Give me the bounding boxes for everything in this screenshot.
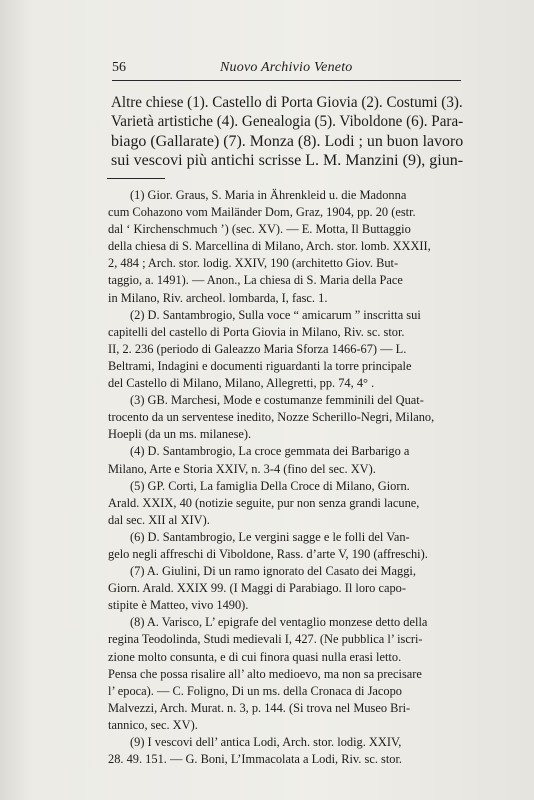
footnote-line: (7) A. Giulini, Di un ramo ignorato del Casato dei Maggi,: [130, 564, 416, 579]
footnote-line: (9) I vescovi dell’ antica Lodi, Arch. stor. lodig. XXIV,: [130, 735, 402, 749]
footnote-line: Beltrami, Indagini e documenti riguardanti la torre principale: [108, 358, 412, 373]
footnote-line: Arald. XXIX, 40 (notizie seguite, pur non senza grandi lacune,: [108, 495, 420, 510]
body-line: Altre chiese (1). Castello di Porta Giovia (2). Costumi (3).: [111, 93, 463, 111]
running-title: Nuovo Archivio Veneto: [220, 60, 353, 75]
footnote-line: 2, 484 ; Arch. stor. lodig. XXIV, 190 (architetto Giov. But-: [108, 256, 399, 271]
footnote-line: in Milano, Riv. archeol. lombarda, I, fasc. 1.: [108, 290, 328, 305]
footnote-line: del Castello di Milano, Milano, Allegretti, pp. 74, 4° .: [108, 376, 375, 391]
footnote-line: l’ epoca). — C. Foligno, Di un ms. della Cronaca di Jacopo: [108, 683, 402, 698]
footnote-line: dal sec. XII al XIV).: [108, 512, 210, 527]
footnote-line: zione molto consunta, e di cui finora quasi nulla erasi letto.: [108, 649, 402, 664]
footnote-line: II, 2. 236 (periodo di Galeazzo Maria Sforza 1466-67) — L.: [108, 341, 407, 356]
footnote-line: 28. 49. 151. — G. Boni, L’Immacolata a Lodi, Riv. sc. stor.: [108, 752, 403, 767]
footnote-line: della chiesa di S. Marcellina di Milano, Arch. stor. lomb. XXXII,: [108, 239, 431, 254]
footnotes: [108, 187, 465, 768]
footnote-line: (3) GB. Marchesi, Mode e costumanze femminili del Quat-: [130, 393, 424, 408]
body-line: biago (Gallarate) (7). Monza (8). Lodi ; un buon lavoro: [111, 131, 464, 150]
footnote-line: (5) GP. Corti, La famiglia Della Croce di Milano, Giorn.: [130, 478, 410, 493]
footnote-line: (8) A. Varisco, L’ epigrafe del ventaglio monzese detto della: [130, 615, 428, 630]
footnote-line: (6) D. Santambrogio, Le vergini sagge e le folli del Van-: [130, 529, 410, 544]
page-number: 56: [112, 60, 126, 75]
body-line: sui vescovi più antichi scrisse L. M. Manzini (9), giun-: [111, 151, 464, 170]
footnote-line: (4) D. Santambrogio, La croce gemmata dei Barbarigo a: [130, 444, 410, 459]
footnote-line: gelo negli affreschi di Viboldone, Rass. d’arte V, 190 (affreschi).: [108, 546, 428, 561]
footnote-line: (2) D. Santambrogio, Sulla voce “ amicarum ” inscritta sui: [130, 307, 421, 322]
footnote-line: regina Teodolinda, Studi medievali I, 427. (Ne pubblica l’ iscri-: [108, 632, 423, 647]
body-paragraph: [111, 93, 463, 171]
footnote-line: Giorn. Arald. XXIX 99. (I Maggi di Parabiago. Il loro capo-: [108, 581, 406, 596]
footnote-line: Malvezzi, Arch. Murat. n. 3, p. 144. (Si trova nel Museo Bri-: [108, 700, 411, 715]
footnote-line: trocento da un serventese inedito, Nozze Scherillo-Negri, Milano,: [108, 410, 435, 425]
footnote-line: Milano, Arte e Storia XXIV, n. 3-4 (fino del sec. XV).: [108, 461, 376, 476]
footnote-line: cum Cohazono vom Mailänder Dom, Graz, 1904, pp. 20 (estr.: [108, 205, 416, 220]
body-line: Varietà artistiche (4). Genealogia (5). Viboldone (6). Para-: [111, 112, 464, 131]
footnote-line: taggio, a. 1491). — Anon., La chiesa di S. Maria della Pace: [108, 273, 403, 288]
footnote-line: Pensa che possa risalire all’ alto medioevo, ma non sa precisare: [108, 666, 422, 681]
footnote-line: (1) Gior. Graus, S. Maria in Ährenkleid u. die Madonna: [130, 188, 407, 202]
footnote-separator: [107, 178, 165, 179]
footnote-line: tannico, sec. XV).: [108, 717, 198, 732]
footnote-line: stipite è Matteo, vivo 1490).: [108, 598, 249, 613]
page-header: [112, 58, 461, 81]
footnote-line: Hoepli (da un ms. milanese).: [108, 427, 252, 442]
footnote-line: dal ‘ Kirchenschmuch ’) (sec. XV). — E. Motta, Il Buttaggio: [108, 222, 411, 237]
footnote-line: capitelli del castello di Porta Giovia in Milano, Riv. sc. stor.: [108, 324, 405, 339]
